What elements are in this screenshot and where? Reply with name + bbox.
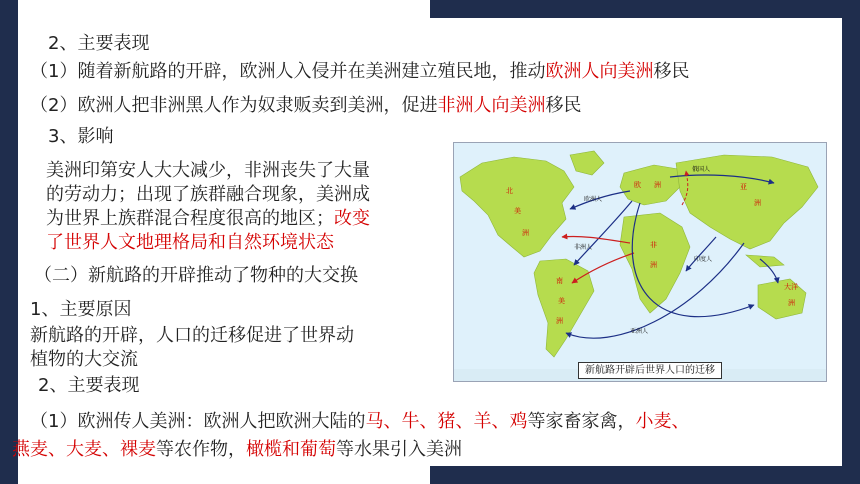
label-migrant-indian: 印度人 <box>694 256 713 263</box>
item-3-animals: 马、牛、猪、羊、鸡 <box>365 411 528 432</box>
item-3-prefix: （1）欧洲传人美洲：欧洲人把欧洲大陆的 <box>30 411 366 432</box>
reason-heading: 1、主要原因 <box>30 299 132 320</box>
label-asia-2: 洲 <box>754 199 761 207</box>
item-2-suffix: 移民 <box>545 95 582 116</box>
label-america-top: 美 <box>514 207 521 215</box>
item-1-prefix: （1）随着新航路的开辟，欧洲人入侵并在美洲建立殖民地，推动 <box>30 61 546 82</box>
item-2-prefix: （2）欧洲人把非洲黑人作为奴隶贩卖到美洲，促进 <box>30 95 438 116</box>
item-3-line-1 <box>30 410 689 434</box>
label-oceania: 大洋 <box>784 283 798 291</box>
label-europe-2: 洲 <box>654 181 661 189</box>
label-africa-2: 洲 <box>650 261 657 269</box>
label-america-bottom: 洲 <box>522 229 529 237</box>
manifest-heading: 2、主要表现 <box>38 375 140 396</box>
reason-line-2: 植物的大交流 <box>30 349 138 370</box>
label-south-america-2: 洲 <box>556 317 563 325</box>
label-migrant-asia: 亚洲人 <box>630 328 649 335</box>
label-asia: 亚 <box>740 183 747 191</box>
label-south: 南 <box>556 277 563 285</box>
item-2 <box>30 94 581 118</box>
impact-line-3 <box>46 207 370 231</box>
item-1-highlight: 欧洲人向美洲 <box>545 61 654 82</box>
impact-line-4: 了世界人文地理格局和自然环境状态 <box>46 232 334 253</box>
label-migrant-african: 非洲人 <box>574 244 593 251</box>
item-3-middle: 等家畜家禽， <box>527 411 636 432</box>
frame-left <box>0 0 18 484</box>
reason-line-1: 新航路的开辟，人口的迁移促进了世界动 <box>30 325 354 346</box>
label-oceania-2: 洲 <box>788 299 795 307</box>
item-1 <box>30 60 689 84</box>
subsection-title: （二）新航路的开辟推动了物种的大交换 <box>34 265 358 286</box>
impact-line-3-prefix: 为世界上族群混合程度很高的地区； <box>46 208 334 229</box>
item-3-suffix: 等水果引入美洲 <box>336 439 462 460</box>
label-africa: 非 <box>650 241 657 249</box>
world-map-svg <box>454 143 826 381</box>
frame-right <box>842 0 860 484</box>
map-caption: 新航路开辟后世界人口的迁移 <box>578 362 722 379</box>
section-3-heading: 3、影响 <box>48 126 114 147</box>
item-3-fruits: 橄榄和葡萄 <box>246 439 336 460</box>
label-europe: 欧 <box>634 181 641 189</box>
item-3-crops-first: 小麦、 <box>635 411 690 432</box>
item-2-highlight: 非洲人向美洲 <box>437 95 546 116</box>
item-3-crops-rest: 燕麦、大麦、裸麦 <box>12 439 156 460</box>
item-3-line-2 <box>12 438 462 462</box>
impact-line-1: 美洲印第安人大大减少，非洲丧失了大量 <box>46 160 370 181</box>
label-migrant-europe: 欧洲人 <box>584 196 603 203</box>
migration-map <box>453 142 827 382</box>
frame-top-right <box>430 0 860 18</box>
item-3-middle-2: 等农作物， <box>156 439 246 460</box>
section-2-heading: 2、主要表现 <box>48 33 150 54</box>
frame-bottom-right <box>430 466 860 484</box>
item-1-suffix: 移民 <box>653 61 690 82</box>
impact-line-3-highlight: 改变 <box>334 208 370 229</box>
label-south-america: 美 <box>558 297 565 305</box>
label-migrant-russia: 俄国人 <box>692 166 711 173</box>
impact-line-2: 的劳动力；出现了族群融合现象，美洲成 <box>46 184 370 205</box>
label-north: 北 <box>506 187 513 195</box>
